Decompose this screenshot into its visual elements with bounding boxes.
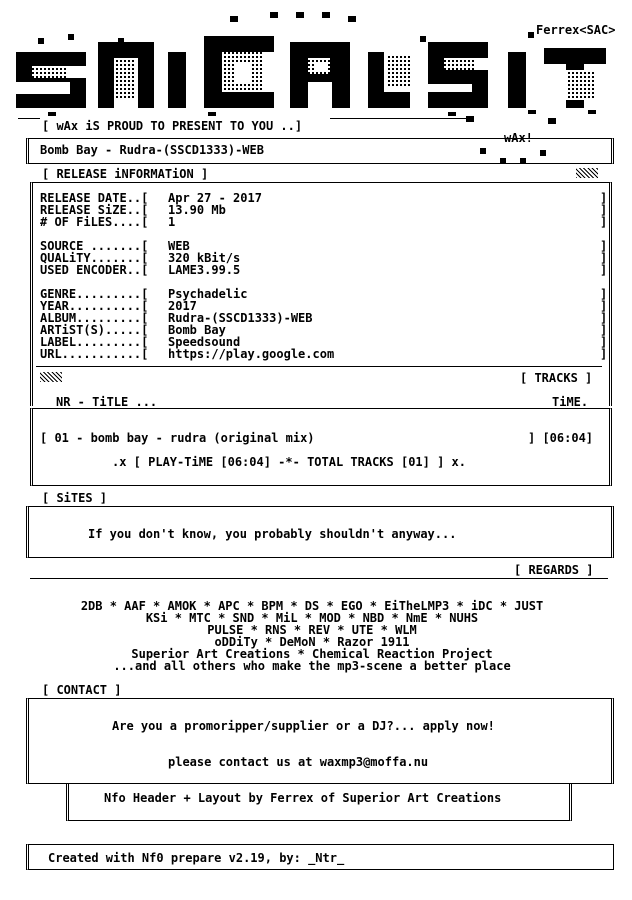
info-value: Speedsound bbox=[168, 335, 241, 349]
info-value: Rudra-(SSCD1333)-WEB bbox=[168, 311, 313, 325]
row-end-bracket: ] bbox=[600, 287, 608, 301]
info-value: https://play.google.com bbox=[168, 347, 335, 361]
info-label: ARTiST(S).....[ bbox=[40, 323, 149, 337]
col-time: TiME. bbox=[552, 395, 589, 409]
row-end-bracket: ] bbox=[600, 299, 608, 313]
tracks-summary: .x [ PLAY-TiME [06:04] -*- TOTAL TRACKS [01] ] x. bbox=[112, 455, 467, 469]
ansi-credit: Ferrex<SAC> bbox=[536, 23, 616, 37]
contact-line-2: please contact us at waxmp3@moffa.nu bbox=[168, 755, 429, 769]
info-label: USED ENCODER..[ bbox=[40, 263, 149, 277]
row-end-bracket: ] bbox=[600, 251, 608, 265]
regards-line: 2DB * AAF * AMOK * APC * BPM * DS * EGO * EiTheLMP3 * iDC * JUST bbox=[80, 599, 544, 613]
regards-rule bbox=[30, 578, 608, 579]
info-value: Bomb Bay bbox=[168, 323, 226, 337]
wax-ascii-logo bbox=[8, 12, 620, 117]
hatch-deco bbox=[40, 372, 62, 382]
info-value: LAME3.99.5 bbox=[168, 263, 241, 277]
section-regards: [ REGARDS ] bbox=[514, 563, 594, 577]
presents-rule bbox=[18, 118, 40, 119]
section-release-info: [ RELEASE iNFORMATiON ] bbox=[42, 167, 209, 181]
row-end-bracket: ] bbox=[600, 323, 608, 337]
regards-line: ...and all others who make the mp3-scene a better place bbox=[113, 659, 511, 673]
track-item: [ 01 - bomb bay - rudra (original mix) bbox=[40, 431, 315, 445]
section-sites: [ SiTES ] bbox=[42, 491, 108, 505]
info-label: URL...........[ bbox=[40, 347, 149, 361]
row-end-bracket: ] bbox=[600, 191, 608, 205]
sites-text: If you don't know, you probably shouldn't anyway... bbox=[88, 527, 457, 541]
section-tracks: [ TRACKS ] bbox=[520, 371, 593, 385]
logo-dot bbox=[548, 118, 556, 124]
logo-dot bbox=[466, 116, 474, 122]
info-label: GENRE.........[ bbox=[40, 287, 149, 301]
info-label: ALBUM.........[ bbox=[40, 311, 149, 325]
release-title: Bomb Bay - Rudra-(SSCD1333)-WEB bbox=[40, 143, 264, 157]
info-label: # OF FiLES....[ bbox=[40, 215, 149, 229]
row-end-bracket: ] bbox=[600, 203, 608, 217]
regards-line: oDDiTy * DeMoN * Razor 1911 bbox=[214, 635, 410, 649]
info-separator bbox=[36, 366, 602, 367]
hatch-deco bbox=[576, 168, 598, 178]
tracks-box bbox=[30, 408, 612, 486]
logo-tag: wAx! bbox=[504, 131, 533, 145]
info-value: 2017 bbox=[168, 299, 197, 313]
row-end-bracket: ] bbox=[600, 335, 608, 349]
col-nr-title: NR - TiTLE ... bbox=[56, 395, 158, 409]
info-value: 320 kBit/s bbox=[168, 251, 241, 265]
info-label: LABEL.........[ bbox=[40, 335, 149, 349]
info-label: YEAR..........[ bbox=[40, 299, 149, 313]
regards-line: KSi * MTC * SND * MiL * MOD * NBD * NmE * NUHS bbox=[145, 611, 479, 625]
layout-credit: Nfo Header + Layout by Ferrex of Superior Art Creations bbox=[104, 791, 502, 805]
info-value: Psychadelic bbox=[168, 287, 248, 301]
regards-line: PULSE * RNS * REV * UTE * WLM bbox=[207, 623, 417, 637]
info-value: WEB bbox=[168, 239, 190, 253]
presents-rule bbox=[330, 118, 470, 119]
regards-line: Superior Art Creations * Chemical Reaction Project bbox=[131, 647, 493, 661]
row-end-bracket: ] bbox=[600, 239, 608, 253]
info-label: RELEASE DATE..[ bbox=[40, 191, 149, 205]
info-value: 13.90 Mb bbox=[168, 203, 226, 217]
info-value: Apr 27 - 2017 bbox=[168, 191, 262, 205]
created-with: Created with Nf0 prepare v2.19, by: _Ntr_ bbox=[48, 851, 345, 865]
info-label: QUALiTY.......[ bbox=[40, 251, 149, 265]
contact-line-1: Are you a promoripper/supplier or a DJ?... apply now! bbox=[112, 719, 495, 733]
row-end-bracket: ] bbox=[600, 311, 608, 325]
presents-line: [ wAx iS PROUD TO PRESENT TO YOU ..] bbox=[42, 119, 303, 133]
row-end-bracket: ] bbox=[600, 347, 608, 361]
track-time: ] [06:04] bbox=[528, 431, 594, 445]
row-end-bracket: ] bbox=[600, 263, 608, 277]
row-end-bracket: ] bbox=[600, 215, 608, 229]
contact-box bbox=[26, 698, 614, 784]
section-contact: [ CONTACT ] bbox=[42, 683, 122, 697]
info-value: 1 bbox=[168, 215, 176, 229]
info-label: SOURCE .......[ bbox=[40, 239, 149, 253]
info-label: RELEASE SiZE..[ bbox=[40, 203, 149, 217]
